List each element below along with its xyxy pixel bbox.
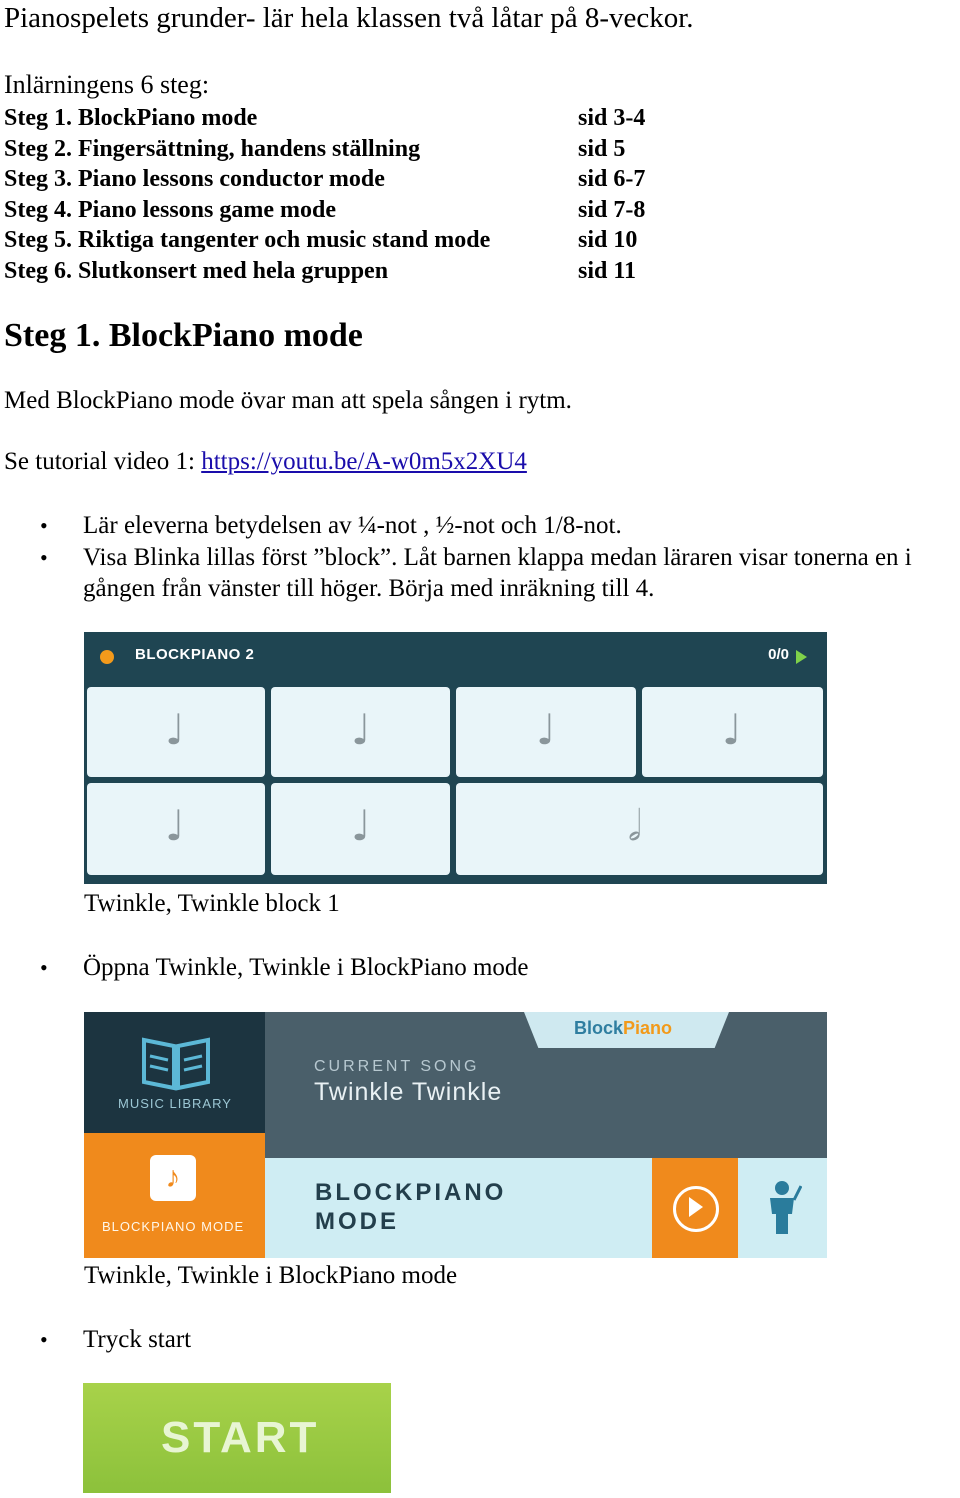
toc-page: sid 7-8	[578, 196, 646, 223]
note-block[interactable]	[271, 687, 450, 777]
toc-row	[4, 256, 704, 287]
mode-title	[315, 1178, 506, 1236]
progress-count: 0/0	[768, 646, 789, 663]
music-library-button[interactable]	[84, 1012, 265, 1133]
toc-page: sid 6-7	[578, 166, 646, 192]
toc-step: Steg 3. Piano lessons conductor mode	[4, 166, 385, 192]
bullet-dot: •	[40, 513, 48, 538]
bullet-dot: •	[40, 545, 48, 570]
logo-piano: Piano	[623, 1018, 673, 1038]
steps-intro: Inlärningens 6 steg:	[4, 70, 210, 99]
tutorial-line	[4, 447, 527, 477]
toc-page: sid 11	[578, 257, 637, 284]
start-button[interactable]	[83, 1383, 391, 1493]
toc-row	[4, 225, 704, 256]
mode-title-line: MODE	[315, 1208, 399, 1235]
start-label: START	[161, 1413, 320, 1462]
note-block[interactable]	[271, 783, 450, 875]
conductor-mode-button[interactable]	[738, 1158, 827, 1258]
quarter-note-icon: ♩	[165, 801, 185, 850]
logo-block: Block	[574, 1018, 624, 1038]
note-block[interactable]	[87, 783, 265, 875]
bullet-dot: •	[40, 955, 48, 980]
status-dot-icon	[100, 650, 114, 664]
mode-panel	[265, 1158, 827, 1258]
toc-step: Steg 5. Riktiga tangenter och music stand mode	[4, 227, 491, 253]
document-title: Pianospelets grunder- lär hela klassen två låtar på 8-veckor.	[4, 2, 694, 34]
toc-step: Steg 4. Piano lessons game mode	[4, 196, 336, 223]
play-button[interactable]	[652, 1158, 738, 1258]
quarter-note-icon: ♩	[165, 705, 185, 754]
tutorial-label: Se tutorial video 1:	[4, 448, 202, 475]
current-song-title: Twinkle Twinkle	[314, 1078, 503, 1106]
intro-paragraph: Med BlockPiano mode övar man att spela sången i rytm.	[4, 387, 572, 414]
note-block[interactable]	[87, 687, 265, 777]
mode-title-line: BLOCKPIANO	[315, 1179, 507, 1206]
blockpiano-label: BLOCKPIANO 2	[135, 646, 255, 663]
note-block[interactable]	[456, 687, 636, 777]
blockpiano-screenshot	[84, 632, 827, 884]
toc-step: Steg 2. Fingersättning, handens ställning	[4, 135, 421, 162]
note-block[interactable]	[456, 783, 823, 875]
toc-row	[4, 195, 704, 226]
section-heading: Steg 1. BlockPiano mode	[4, 317, 363, 354]
quarter-note-icon: ♩	[351, 705, 371, 754]
blockpiano-header	[84, 632, 827, 682]
bullet-text: Lär eleverna betydelsen av ¼-not , ½-not och 1/8-not.	[83, 512, 622, 539]
bullet-text: Öppna Twinkle, Twinkle i BlockPiano mode	[83, 954, 529, 981]
toc-page: sid 10	[578, 227, 638, 253]
app-logo	[574, 1018, 672, 1039]
play-icon	[689, 1197, 703, 1217]
bullet-text: gången från vänster till höger. Börja med inräkning till 4.	[83, 575, 655, 602]
current-song-label: CURRENT SONG	[314, 1058, 480, 1075]
toc-page: sid 3-4	[578, 105, 646, 131]
toc-row	[4, 103, 704, 134]
music-library-label: MUSIC LIBRARY	[118, 1096, 232, 1111]
quarter-note-icon: ♩	[722, 705, 742, 754]
book-icon	[136, 1032, 216, 1092]
quarter-note-icon: ♩	[351, 801, 371, 850]
bullet-text: Tryck start	[83, 1326, 192, 1353]
toc-row	[4, 134, 704, 165]
figure-caption: Twinkle, Twinkle block 1	[84, 890, 340, 917]
toc-page: sid 5	[578, 135, 626, 162]
blockpiano-mode-button[interactable]	[84, 1133, 265, 1258]
quarter-note-icon: ♩	[536, 705, 556, 754]
tutorial-link[interactable]: https://youtu.be/A-w0m5x2XU4	[201, 448, 527, 475]
conductor-icon	[762, 1180, 802, 1236]
toc-step: Steg 1. BlockPiano mode	[4, 105, 258, 131]
song-select-screenshot	[84, 1012, 827, 1258]
music-note-icon: ♪	[150, 1155, 196, 1201]
note-block[interactable]	[642, 687, 823, 777]
figure-caption: Twinkle, Twinkle i BlockPiano mode	[84, 1262, 458, 1289]
bullet-text: Visa Blinka lillas först ”block”. Låt barnen klappa medan läraren visar tonerna en i	[83, 544, 912, 571]
play-icon[interactable]	[796, 650, 807, 664]
half-note-icon: 𝅗𝅥	[628, 801, 642, 850]
toc-step: Steg 6. Slutkonsert med hela gruppen	[4, 257, 389, 284]
blockpiano-mode-label: BLOCKPIANO MODE	[102, 1219, 245, 1234]
toc-row	[4, 164, 704, 195]
table-of-contents	[4, 103, 704, 286]
bullet-dot: •	[40, 1327, 48, 1352]
